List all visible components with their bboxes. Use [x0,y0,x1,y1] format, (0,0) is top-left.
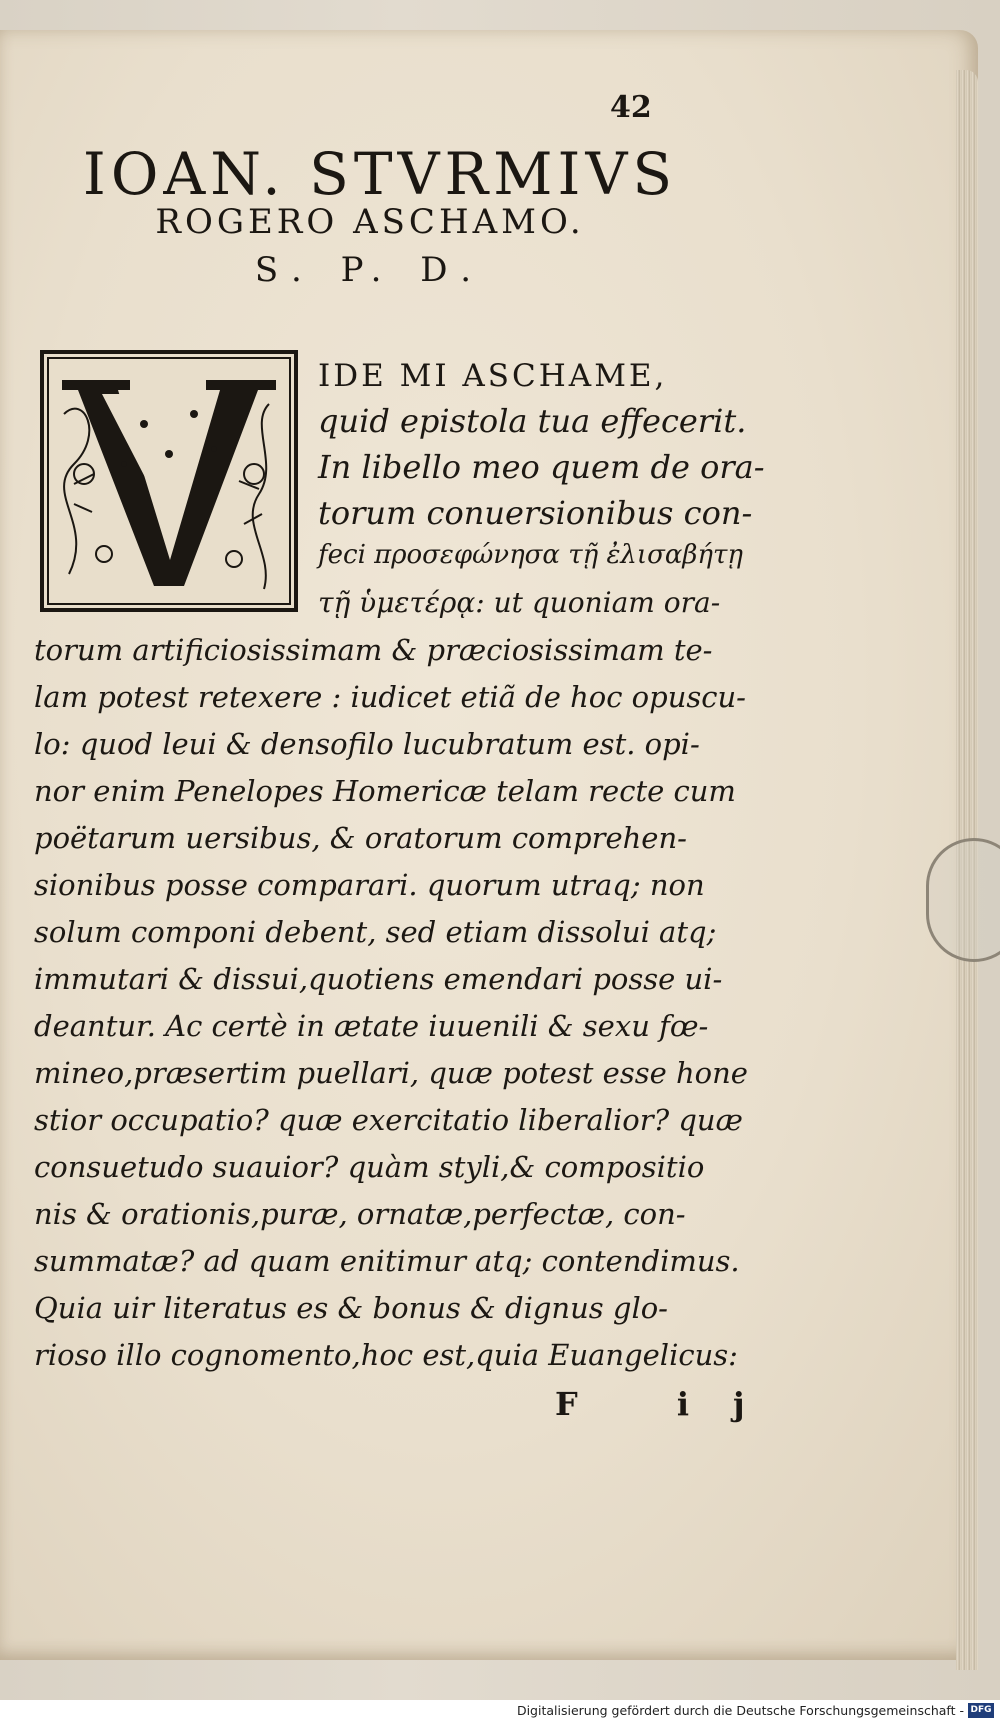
text-line: torum conuersionibus con- [318,494,753,532]
text-line: In libello meo quem de ora- [318,448,765,486]
floral-initial-v-icon [44,354,294,608]
text-line: summatæ? ad quam enitimur atq; contendimus. [34,1244,740,1278]
footer-bar [0,1700,1000,1723]
book-page [0,30,978,1660]
page-clip [926,838,1000,962]
text-line: lo: quod leui & densofilo lucubratum est. opi- [34,727,700,761]
folio-number: 42 [610,90,652,125]
heading-salutation: S. P. D. [254,250,486,290]
heading-recipient: ROGERO ASCHAMO. [155,202,585,242]
text-line: solum componi debent, sed etiam dissolui atq; [34,915,717,949]
text-line: nis & orationis,puræ, ornatæ,perfectæ, con- [34,1197,686,1231]
text-line: stior occupatio? quæ exercitatio liberalior? quæ [34,1103,743,1137]
text-line: mineo,præsertim puellari, quæ potest esse hone [34,1056,748,1090]
text-line: nor enim Penelopes Homericæ telam recte cum [34,774,736,808]
text-line: deantur. Ac certè in ætate iuuenili & sexu fœ- [34,1009,709,1043]
text-line: feci προσεφώνησα τῇ ἐλισαβήτῃ [318,540,743,570]
text-line: Quia uir literatus es & bonus & dignus glo- [34,1291,668,1325]
text-line: consuetudo suauior? quàm styli,& compositio [34,1150,705,1184]
signature-mark: F ij [555,1385,789,1423]
text-line: quid epistola tua effecerit. [318,402,747,440]
text-line: immutari & dissui,quotiens emendari posse ui- [34,962,723,996]
text-line: rioso illo cognomento,hoc est,quia Euangelicus: [34,1338,738,1372]
text-line: τῇ ὑμετέρᾳ: ut quoniam ora- [318,586,721,619]
text-line: sionibus posse comparari. quorum utraq; non [34,868,705,902]
footer-credit: Digitalisierung gefördert durch die Deutsche Forschungsgemeinschaft - [516,1703,964,1718]
text-line: poëtarum uersibus, & oratorum comprehen- [34,821,687,855]
heading-author: IOAN. STVRMIVS [82,140,678,208]
dfg-logo: DFG [968,1703,994,1718]
text-line: lam potest retexere : iudicet etiã de hoc opuscu- [34,680,746,714]
text-line: IDE MI ASCHAME, [318,358,668,394]
text-line: torum artificiosissimam & præciosissimam te- [34,633,713,667]
decorated-initial [40,350,298,612]
